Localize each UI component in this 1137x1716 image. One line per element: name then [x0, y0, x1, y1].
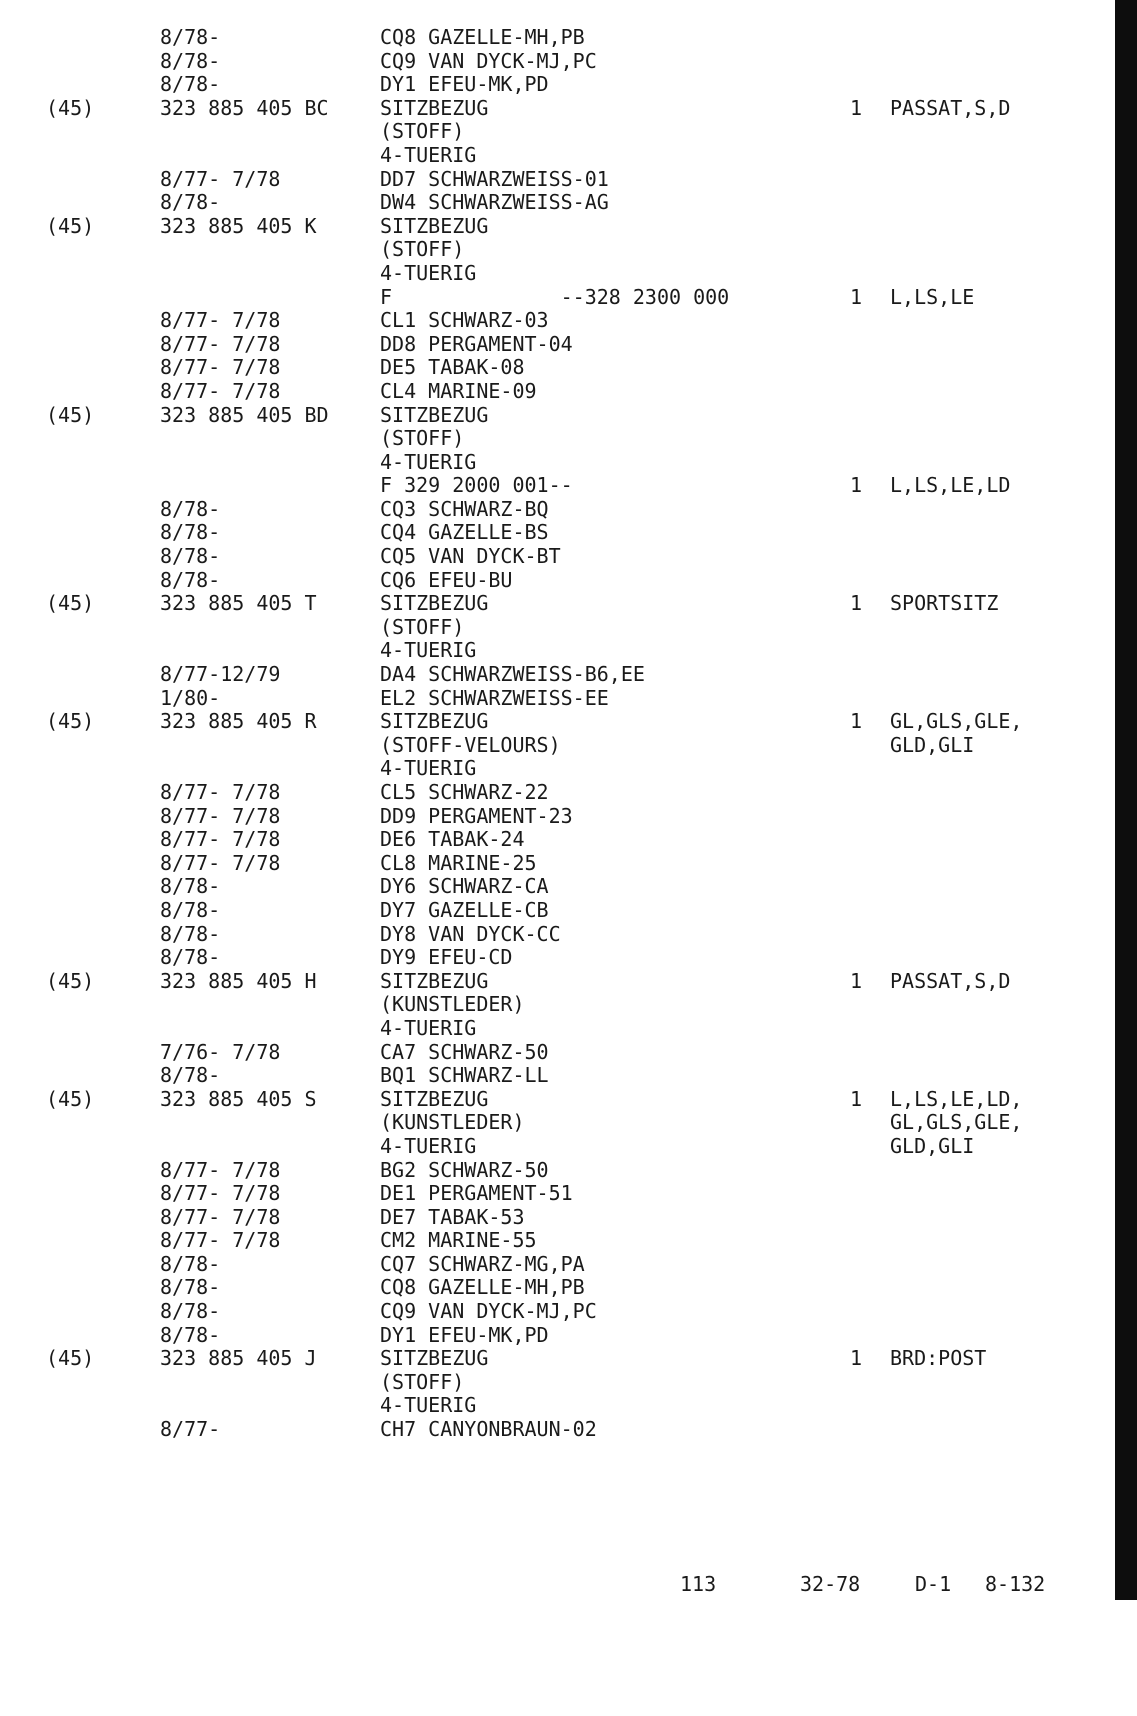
- listing-row: [0, 215, 1110, 239]
- listing-row: [0, 899, 1110, 923]
- description: BQ1 SCHWARZ-LL: [380, 1063, 549, 1088]
- listing-row: [0, 262, 1110, 286]
- listing-row: [0, 1017, 1110, 1041]
- date-range: 8/77- 7/78: [160, 850, 281, 875]
- listing-row: [0, 1206, 1110, 1230]
- date-range: 8/78-: [160, 48, 221, 73]
- description: SITZBEZUG: [380, 95, 489, 120]
- listing-row: [0, 545, 1110, 569]
- model-applicability: L,LS,LE: [890, 284, 975, 309]
- footer-reference: 8-132: [985, 1572, 1046, 1596]
- listing-row: [0, 498, 1110, 522]
- date-range: 8/78-: [160, 496, 221, 521]
- description: (STOFF-VELOURS): [380, 732, 561, 757]
- date-range: 8/77- 7/78: [160, 355, 281, 380]
- date-range: 8/78-: [160, 1275, 221, 1300]
- date-range: 8/78-: [160, 72, 221, 97]
- description: CL8 MARINE-25: [380, 850, 537, 875]
- date-range: 8/78-: [160, 874, 221, 899]
- listing-row: [0, 144, 1110, 168]
- date-range: 8/78-: [160, 1299, 221, 1324]
- description: CQ3 SCHWARZ-BQ: [380, 496, 549, 521]
- listing-row: [0, 50, 1110, 74]
- description: 4-TUERIG: [380, 756, 477, 781]
- listing-row: [0, 734, 1110, 758]
- description: DE6 TABAK-24: [380, 827, 525, 852]
- part-number: 323 885 405 T: [160, 591, 317, 616]
- description: 4-TUERIG: [380, 1015, 477, 1040]
- page-footer: [0, 1572, 1110, 1596]
- listing-row: [0, 1418, 1110, 1442]
- description: CL5 SCHWARZ-22: [380, 780, 549, 804]
- description: 4-TUERIG: [380, 638, 477, 663]
- listing-row: [0, 1371, 1110, 1395]
- description: CQ6 EFEU-BU: [380, 567, 513, 592]
- model-applicability: GLD,GLI: [890, 732, 975, 757]
- footer-page-number: 113: [680, 1572, 717, 1596]
- description: EL2 SCHWARZWEISS-EE: [380, 685, 609, 710]
- description: DY6 SCHWARZ-CA: [380, 874, 549, 899]
- date-range: 8/78-: [160, 1063, 221, 1088]
- description: SITZBEZUG: [380, 1086, 489, 1111]
- description: DE7 TABAK-53: [380, 1204, 525, 1229]
- description: DD7 SCHWARZWEISS-01: [380, 166, 609, 191]
- description: SITZBEZUG: [380, 968, 489, 993]
- footer-issue-code: 32-78: [800, 1572, 861, 1596]
- group-number: (45): [46, 402, 95, 427]
- footer-section: D-1: [915, 1572, 952, 1596]
- listing-row: [0, 191, 1110, 215]
- quantity: 1: [850, 1346, 863, 1371]
- listing-row: [0, 309, 1110, 333]
- listing-row: [0, 828, 1110, 852]
- description: CQ5 VAN DYCK-BT: [380, 544, 561, 569]
- date-range: 8/77- 7/78: [160, 827, 281, 852]
- description: CM2 MARINE-55: [380, 1228, 537, 1253]
- group-number: (45): [46, 1346, 95, 1371]
- description: DD9 PERGAMENT-23: [380, 803, 573, 828]
- listing-row: [0, 1111, 1110, 1135]
- description: CQ9 VAN DYCK-MJ,PC: [380, 1299, 597, 1324]
- description: DE1 PERGAMENT-51: [380, 1181, 573, 1206]
- date-range: 8/77- 7/78: [160, 1204, 281, 1229]
- description: DY1 EFEU-MK,PD: [380, 1322, 549, 1347]
- listing-row: [0, 1253, 1110, 1277]
- date-range: 8/77- 7/78: [160, 378, 281, 403]
- listing-row: [0, 73, 1110, 97]
- listing-row: [0, 168, 1110, 192]
- description: CQ8 GAZELLE-MH,PB: [380, 25, 585, 49]
- listing-row: [0, 521, 1110, 545]
- description: DY7 GAZELLE-CB: [380, 897, 549, 922]
- listing-row: [0, 1394, 1110, 1418]
- description: CL1 SCHWARZ-03: [380, 308, 549, 333]
- description: F --328 2300 000: [380, 284, 730, 309]
- listing-row: [0, 427, 1110, 451]
- listing-row: [0, 1088, 1110, 1112]
- part-number: 323 885 405 J: [160, 1346, 317, 1371]
- scan-edge-bar: [1115, 0, 1137, 1600]
- date-range: 8/77- 7/78: [160, 331, 281, 356]
- date-range: 8/77- 7/78: [160, 780, 281, 804]
- date-range: 7/76- 7/78: [160, 1039, 281, 1064]
- quantity: 1: [850, 95, 863, 120]
- description: (STOFF): [380, 119, 465, 144]
- listing-row: [0, 1324, 1110, 1348]
- date-range: 8/78-: [160, 520, 221, 545]
- date-range: 8/77-12/79: [160, 662, 281, 687]
- date-range: 8/78-: [160, 1322, 221, 1347]
- listing-row: [0, 569, 1110, 593]
- model-applicability: L,LS,LE,LD,: [890, 1086, 1023, 1111]
- model-applicability: PASSAT,S,D: [890, 968, 1011, 993]
- listing-row: [0, 710, 1110, 734]
- listing-row: [0, 97, 1110, 121]
- description: 4-TUERIG: [380, 1393, 477, 1418]
- listing-row: [0, 451, 1110, 475]
- description: CQ8 GAZELLE-MH,PB: [380, 1275, 585, 1300]
- listing-row: [0, 616, 1110, 640]
- group-number: (45): [46, 95, 95, 120]
- date-range: 8/77- 7/78: [160, 166, 281, 191]
- date-range: 8/78-: [160, 544, 221, 569]
- listing-row: [0, 333, 1110, 357]
- date-range: 8/77- 7/78: [160, 308, 281, 333]
- listing-row: [0, 923, 1110, 947]
- description: CQ9 VAN DYCK-MJ,PC: [380, 48, 597, 73]
- description: (KUNSTLEDER): [380, 1110, 525, 1135]
- listing-row: [0, 380, 1110, 404]
- quantity: 1: [850, 284, 863, 309]
- listing-row: [0, 875, 1110, 899]
- description: SITZBEZUG: [380, 213, 489, 238]
- listing-row: [0, 639, 1110, 663]
- group-number: (45): [46, 1086, 95, 1111]
- description: (STOFF): [380, 426, 465, 451]
- group-number: (45): [46, 709, 95, 734]
- date-range: 8/77- 7/78: [160, 1157, 281, 1182]
- model-applicability: PASSAT,S,D: [890, 95, 1011, 120]
- date-range: 1/80-: [160, 685, 221, 710]
- group-number: (45): [46, 213, 95, 238]
- listing-row: [0, 1229, 1110, 1253]
- listing-row: [0, 592, 1110, 616]
- group-number: (45): [46, 968, 95, 993]
- description: CQ4 GAZELLE-BS: [380, 520, 549, 545]
- listing-row: [0, 946, 1110, 970]
- date-range: 8/78-: [160, 567, 221, 592]
- date-range: 8/78-: [160, 945, 221, 970]
- description: DA4 SCHWARZWEISS-B6,EE: [380, 662, 645, 687]
- part-number: 323 885 405 R: [160, 709, 317, 734]
- description: SITZBEZUG: [380, 709, 489, 734]
- description: CL4 MARINE-09: [380, 378, 537, 403]
- quantity: 1: [850, 709, 863, 734]
- date-range: 8/78-: [160, 1251, 221, 1276]
- model-applicability: SPORTSITZ: [890, 591, 999, 616]
- date-range: 8/77-: [160, 1417, 221, 1442]
- listing-row: [0, 1300, 1110, 1324]
- date-range: 8/78-: [160, 25, 221, 49]
- description: DY8 VAN DYCK-CC: [380, 921, 561, 946]
- description: (STOFF): [380, 237, 465, 262]
- listing-row: [0, 1135, 1110, 1159]
- listing-row: [0, 404, 1110, 428]
- description: SITZBEZUG: [380, 402, 489, 427]
- listing-row: [0, 852, 1110, 876]
- listing-row: [0, 1041, 1110, 1065]
- part-number: 323 885 405 BD: [160, 402, 329, 427]
- listing-row: [0, 781, 1110, 805]
- description: DY9 EFEU-CD: [380, 945, 513, 970]
- model-applicability: GL,GLS,GLE,: [890, 709, 1023, 734]
- description: CQ7 SCHWARZ-MG,PA: [380, 1251, 585, 1276]
- date-range: 8/77- 7/78: [160, 1228, 281, 1253]
- description: (STOFF): [380, 614, 465, 639]
- description: 4-TUERIG: [380, 1133, 477, 1158]
- date-range: 8/77- 7/78: [160, 1181, 281, 1206]
- description: DY1 EFEU-MK,PD: [380, 72, 549, 97]
- description: 4-TUERIG: [380, 142, 477, 167]
- listing-row: [0, 356, 1110, 380]
- listing-row: [0, 993, 1110, 1017]
- date-range: 8/78-: [160, 921, 221, 946]
- description: SITZBEZUG: [380, 591, 489, 616]
- listing-row: [0, 663, 1110, 687]
- listing-row: [0, 120, 1110, 144]
- date-range: 8/77- 7/78: [160, 803, 281, 828]
- quantity: 1: [850, 968, 863, 993]
- listing-row: [0, 805, 1110, 829]
- model-applicability: L,LS,LE,LD: [890, 473, 1011, 498]
- date-range: 8/78-: [160, 190, 221, 215]
- description: 4-TUERIG: [380, 260, 477, 285]
- description: CA7 SCHWARZ-50: [380, 1039, 549, 1064]
- parts-listing: [0, 26, 1110, 1442]
- quantity: 1: [850, 1086, 863, 1111]
- quantity: 1: [850, 591, 863, 616]
- listing-row: [0, 238, 1110, 262]
- description: F 329 2000 001--: [380, 473, 573, 498]
- listing-row: [0, 970, 1110, 994]
- description: SITZBEZUG: [380, 1346, 489, 1371]
- part-number: 323 885 405 H: [160, 968, 317, 993]
- description: (STOFF): [380, 1369, 465, 1394]
- listing-row: [0, 1159, 1110, 1183]
- quantity: 1: [850, 473, 863, 498]
- description: CH7 CANYONBRAUN-02: [380, 1417, 597, 1442]
- part-number: 323 885 405 BC: [160, 95, 329, 120]
- listing-row: [0, 286, 1110, 310]
- listing-row: [0, 474, 1110, 498]
- listing-row: [0, 1182, 1110, 1206]
- model-applicability: GL,GLS,GLE,: [890, 1110, 1023, 1135]
- part-number: 323 885 405 K: [160, 213, 317, 238]
- listing-row: [0, 757, 1110, 781]
- model-applicability: GLD,GLI: [890, 1133, 975, 1158]
- part-number: 323 885 405 S: [160, 1086, 317, 1111]
- listing-row: [0, 1276, 1110, 1300]
- model-applicability: BRD:POST: [890, 1346, 987, 1371]
- description: DD8 PERGAMENT-04: [380, 331, 573, 356]
- listing-row: [0, 1347, 1110, 1371]
- listing-row: [0, 687, 1110, 711]
- description: DW4 SCHWARZWEISS-AG: [380, 190, 609, 215]
- description: 4-TUERIG: [380, 449, 477, 474]
- description: (KUNSTLEDER): [380, 992, 525, 1017]
- description: DE5 TABAK-08: [380, 355, 525, 380]
- description: BG2 SCHWARZ-50: [380, 1157, 549, 1182]
- listing-row: [0, 1064, 1110, 1088]
- date-range: 8/78-: [160, 897, 221, 922]
- listing-row: [0, 26, 1110, 50]
- group-number: (45): [46, 591, 95, 616]
